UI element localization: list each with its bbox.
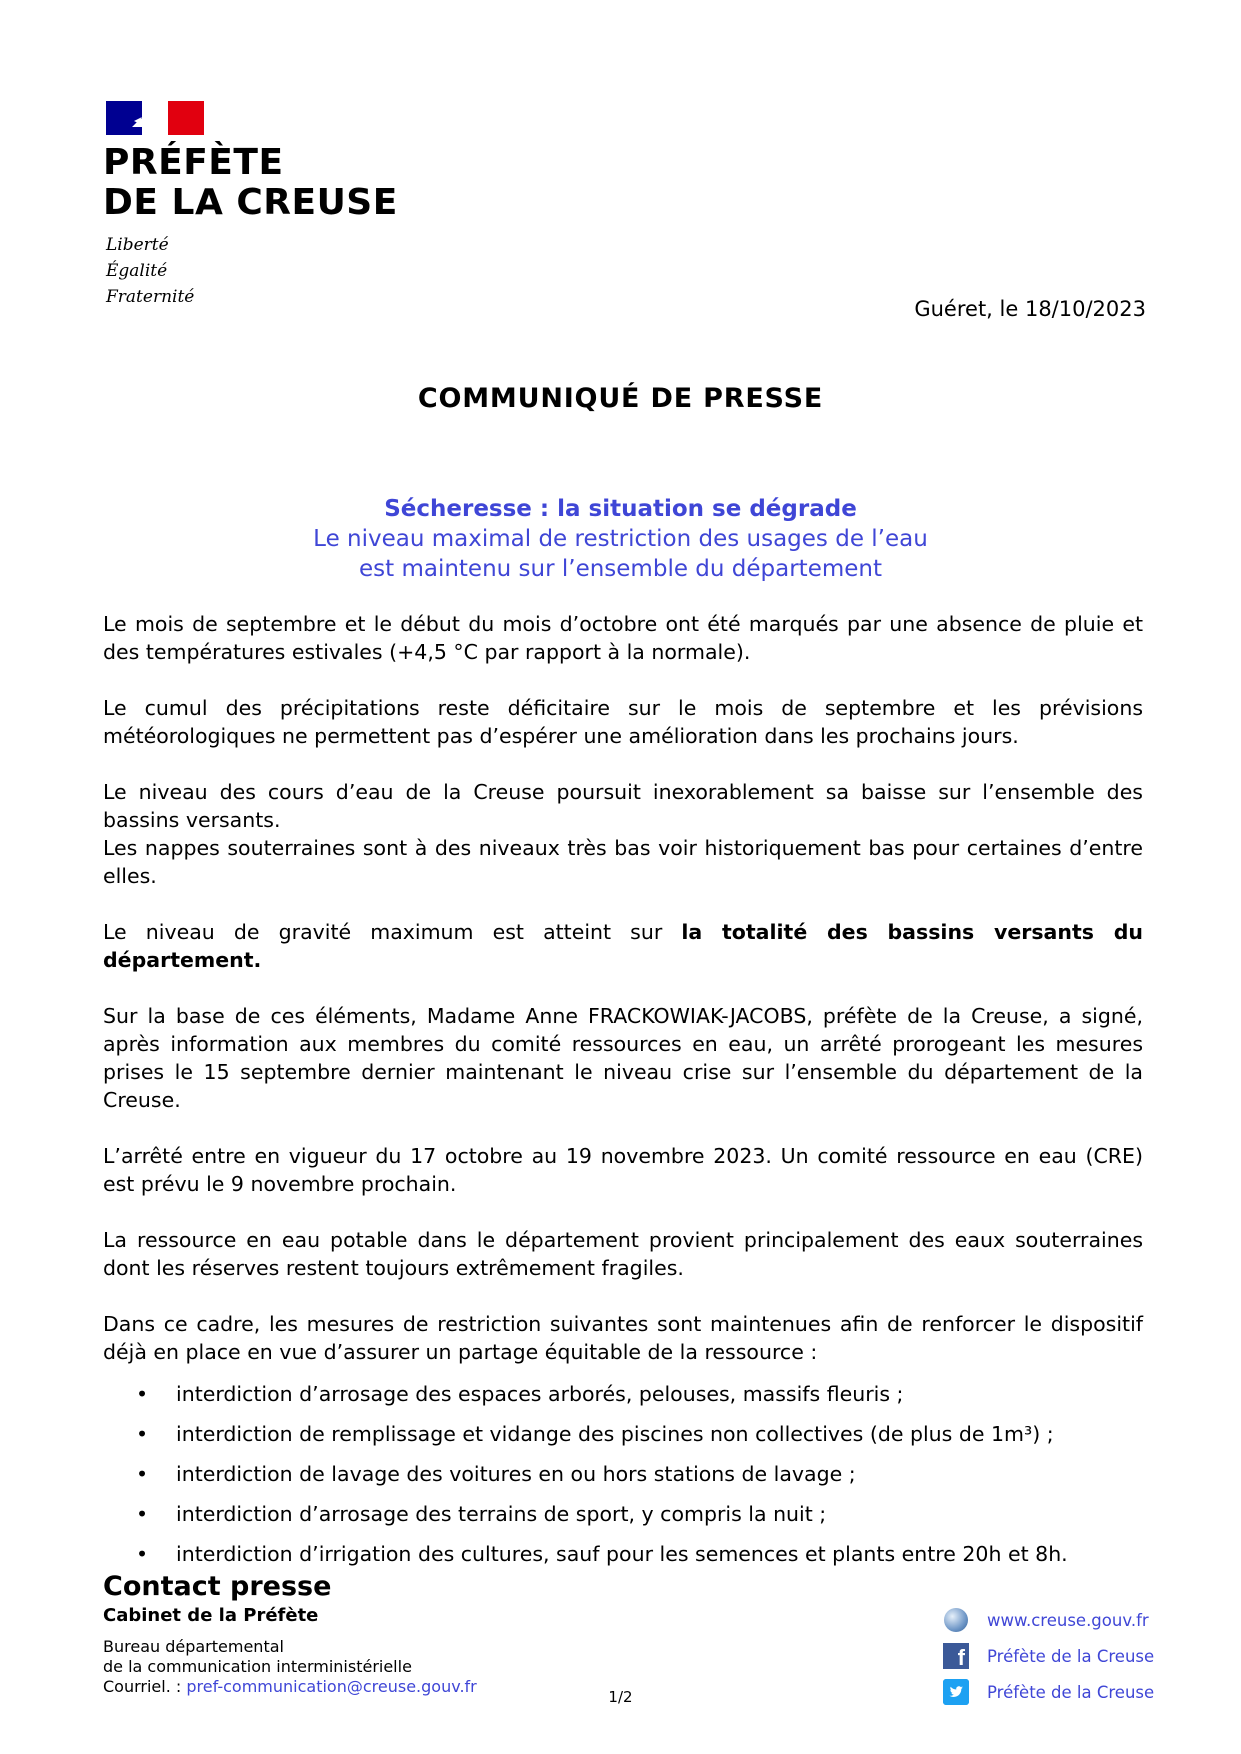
- page-number: 1/2: [608, 1688, 633, 1706]
- globe-icon: [943, 1607, 969, 1633]
- paragraph-6: L’arrêté entre en vigueur du 17 octobre au 19 novembre 2023. Un comité ressource en eau (CRE) est prévu le 9 novembre prochain.: [103, 1144, 1143, 1196]
- list-item-text: interdiction de remplissage et vidange des piscines non collectives (de plus de 1m³) ;: [176, 1422, 1054, 1446]
- paragraph-2: Le cumul des précipitations reste déficitaire sur le mois de septembre et les prévisions météorologiques ne permettent pas d’espérer une amélioration dans les prochains jours.: [103, 696, 1143, 748]
- bullet-icon: •: [136, 1542, 149, 1566]
- list-item: [103, 1540, 1143, 1568]
- bureau-line2: de la communication interministérielle: [103, 1657, 412, 1676]
- prefecture-line1: PRÉFÈTE: [103, 142, 284, 183]
- email-label: Courriel. :: [103, 1677, 187, 1696]
- marianne-profile-icon: [128, 107, 164, 131]
- facebook-link-text: Préfète de la Creuse: [987, 1646, 1155, 1666]
- paragraph-7: La ressource en eau potable dans le département provient principalement des eaux souterraines dont les réserves restent toujours extrêmement fragiles.: [103, 1228, 1143, 1280]
- bullet-icon: •: [136, 1422, 149, 1446]
- bullet-icon: •: [136, 1462, 149, 1486]
- facebook-link[interactable]: [943, 1638, 1154, 1674]
- restriction-list: [103, 1380, 1143, 1568]
- website-link-text: www.creuse.gouv.fr: [987, 1610, 1149, 1630]
- paragraph-4: [103, 918, 1143, 974]
- list-item: [103, 1380, 1143, 1408]
- contact-title: Contact presse: [103, 1571, 332, 1602]
- headline: Sécheresse : la situation se dégrade: [384, 496, 857, 522]
- list-item: [103, 1500, 1143, 1528]
- list-item-text: interdiction d’irrigation des cultures, sauf pour les semences et plants entre 20h et 8h.: [176, 1542, 1068, 1566]
- paragraph-8: Dans ce cadre, les mesures de restriction suivantes sont maintenues afin de renforcer le dispositif déjà en place en vue d’assurer un partage équitable de la ressource :: [103, 1312, 1143, 1364]
- french-flag-logo: [106, 101, 204, 135]
- contact-cabinet: Cabinet de la Préfète: [103, 1605, 319, 1626]
- paragraph-3a: Le niveau des cours d’eau de la Creuse poursuit inexorablement sa baisse sur l’ensemble des bassins versants.: [103, 780, 1143, 832]
- document-date: Guéret, le 18/10/2023: [914, 297, 1146, 321]
- document-title: COMMUNIQUÉ DE PRESSE: [417, 383, 824, 414]
- paragraph-5: Sur la base de ces éléments, Madame Anne FRACKOWIAK-JACOBS, préfète de la Creuse, a signé, après information aux membres du comité ressources en eau, un arrêté prorogeant les mesures prises le 15 septembre dernier maintenant le niveau crise sur l’ensemble du département de la Creuse.: [103, 1004, 1143, 1112]
- bullet-icon: •: [136, 1382, 149, 1406]
- paragraph-3b: Les nappes souterraines sont à des niveaux très bas voir historiquement bas pour certaines d’entre elles.: [103, 836, 1143, 888]
- email-link[interactable]: pref-communication@creuse.gouv.fr: [186, 1677, 477, 1696]
- body-text: [103, 610, 1143, 1580]
- motto-fraternite: Fraternité: [106, 287, 195, 307]
- motto-egalite: Égalité: [106, 261, 168, 281]
- facebook-icon: f: [943, 1643, 969, 1669]
- list-item: [103, 1460, 1143, 1488]
- prefecture-line2: DE LA CREUSE: [103, 182, 398, 223]
- website-link[interactable]: [943, 1602, 1154, 1638]
- paragraph-1: Le mois de septembre et le début du mois d’octobre ont été marqués par une absence de pluie et des températures estivales (+4,5 °C par rapport à la normale).: [103, 612, 1143, 664]
- list-item: [103, 1420, 1143, 1448]
- paragraph-4-text: Le niveau de gravité maximum est atteint sur: [103, 920, 682, 944]
- subheadline-line2: est maintenu sur l’ensemble du département: [358, 556, 882, 582]
- motto-liberte: Liberté: [106, 235, 169, 255]
- bullet-icon: •: [136, 1502, 149, 1526]
- subheadline-line1: Le niveau maximal de restriction des usages de l’eau: [313, 526, 928, 552]
- list-item-text: interdiction d’arrosage des espaces arborés, pelouses, massifs fleuris ;: [176, 1382, 904, 1406]
- list-item-text: interdiction d’arrosage des terrains de sport, y compris la nuit ;: [176, 1502, 827, 1526]
- list-item-text: interdiction de lavage des voitures en ou hors stations de lavage ;: [176, 1462, 856, 1486]
- republic-motto: [106, 232, 194, 310]
- flag-red-band: [168, 101, 204, 135]
- paragraph-4-emphasis: la totalité des bassins versants du département.: [103, 920, 1143, 972]
- twitter-link-text: Préfète de la Creuse: [987, 1682, 1155, 1702]
- headline-block: [0, 494, 1241, 584]
- prefecture-name: [103, 143, 398, 223]
- bureau-line1: Bureau départemental: [103, 1637, 284, 1656]
